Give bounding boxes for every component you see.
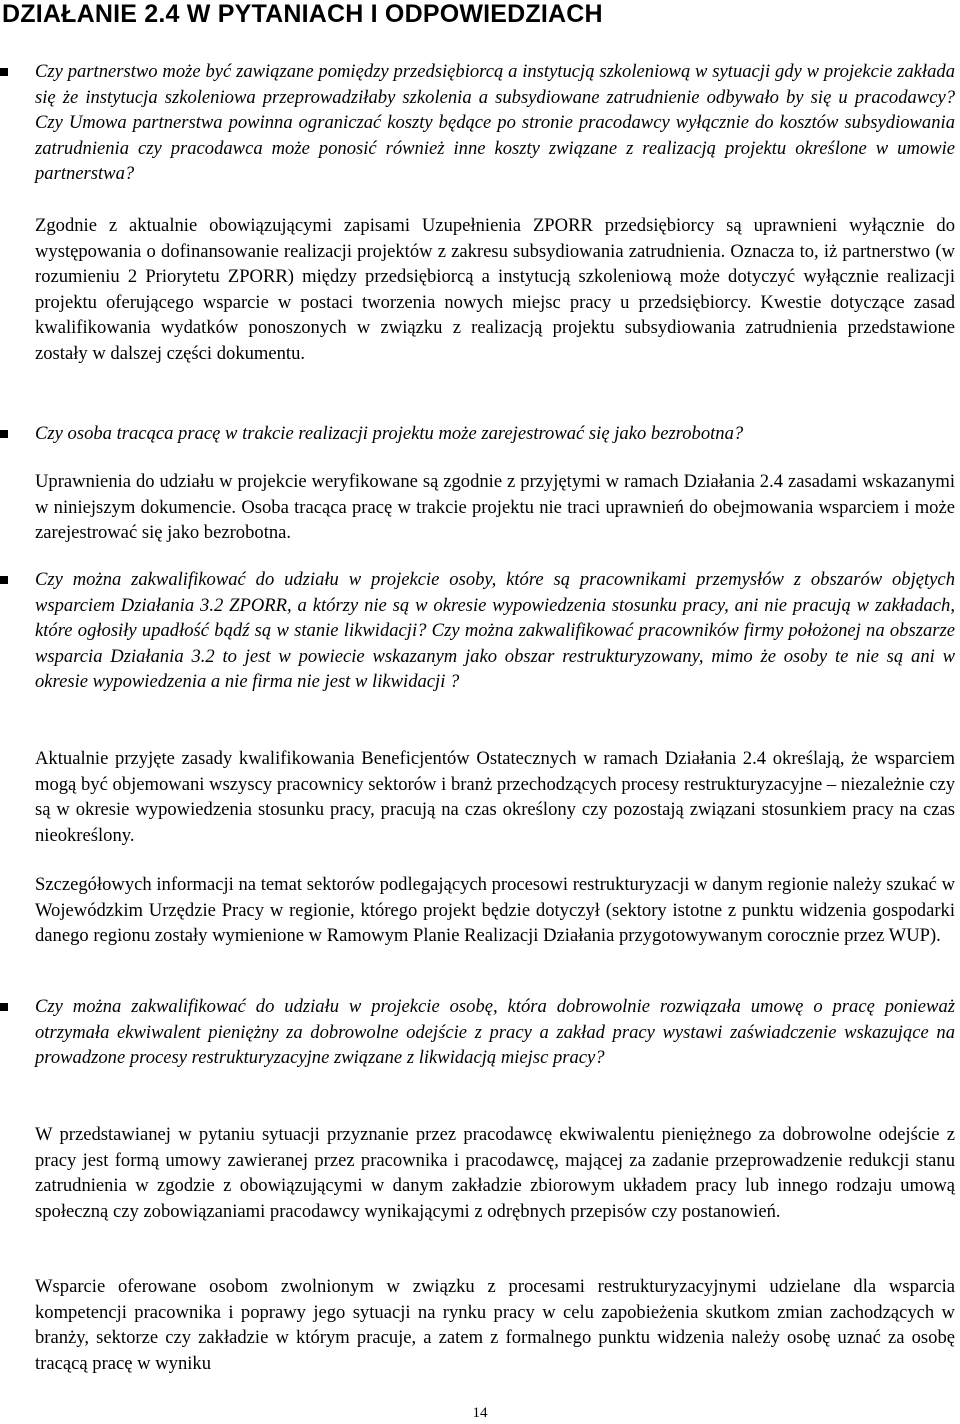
question-text: Czy partnerstwo może być zawiązane pomiędzy przedsiębiorcą a instytucją szkoleniową w sytuacji gdy w projekcie zakłada się że instytucja szkoleniowa przeprowadziłaby szkolenia a subsydiowane zatrudnienie odbywało by się u pracodawcy? — [35, 61, 955, 108]
bullet-icon — [0, 430, 8, 438]
question-text: Czy osoba tracąca pracę w trakcie realizacji projektu może zarejestrować się jako bezrobotna? — [35, 423, 744, 444]
question-paragraph — [35, 59, 955, 187]
bullet-icon — [0, 576, 8, 584]
bullet-icon — [0, 68, 8, 76]
question-text: Czy można zakwalifikować do udziału w projekcie osobę, która dobrowolnie rozwiązała umowę o pracę ponieważ otrzymała ekwiwalent pieniężny za dobrowolne odejście z pracy a zakład pracy wystawi zaświadczenie wskazujące na prowadzone procesy restrukturyzacyjne związane z likwidacją miejsc pracy? — [35, 996, 955, 1069]
answer-paragraph: Wsparcie oferowane osobom zwolnionym w związku z procesami restrukturyzacyjnymi udzielane dla wsparcia kompetencji pracownika i poprawy jego sytuacji na rynku pracy w celu zapobieżenia skutkom zmian zachodzących w branży, sektorze czy zakładzie w którym pracuje, a zatem z formalnego punktu widzenia należy osobę uznać za osobę tracącą pracę w wyniku — [35, 1276, 955, 1374]
section-heading: DZIAŁANIE 2.4 W PYTANIACH I ODPOWIEDZIACH — [2, 0, 603, 28]
question-text: Czy można zakwalifikować do udziału w projekcie osoby, które są pracownikami przemysłów z obszarów objętych wsparciem Działania 3.2 ZPORR, a którzy nie są w okresie wypowiedzenia stosunku pracy, ani nie pracują w zakładach, które ogłosiły upadłość bądź są w stanie likwidacji? Czy można zakwalifikować pracowników firmy położonej na obszarze wsparcia Działania 3.2 to jest w powiecie wskazanym jako obszar restrukturyzowany, mimo że osoby te nie są ani w okresie wypowiedzenia a nie firma nie jest w likwidacji ? — [35, 569, 955, 693]
answer-paragraph: Szczegółowych informacji na temat sektorów podlegających procesowi restrukturyzacji w danym regionie należy szukać w Wojewódzkim Urzędzie Pracy w regionie, którego projekt będzie dotyczył (sektory istotne z punktu widzenia gospodarki danego regionu zostały wymienione w Ramowym Planie Realizacji Działania przygotowywanym corocznie przez WUP). — [35, 874, 955, 947]
answer-paragraph: Aktualnie przyjęte zasady kwalifikowania Beneficjentów Ostatecznych w ramach Działania 2.4 określają, że wsparciem mogą być objemowani wszyscy pracownicy sektorów i branż przechodzących procesy restrukturyzacyjne – niezależnie czy są w okresie wypowiedzenia stosunku pracy, pracują na czas określony czy pozostają związani stosunkiem pracy na czas nieokreślony. — [35, 748, 955, 846]
answer-paragraph: Zgodnie z aktualnie obowiązującymi zapisami Uzupełnienia ZPORR przedsiębiorcy są uprawnieni wyłącznie do występowania o dofinansowanie realizacji projektów z zakresu subsydiowania zatrudnienia. Oznacza to, iż partnerstwo (w rozumieniu 2 Priorytetu ZPORR) między przedsiębiorcą a instytucją szkoleniową może dotyczyć wyłącznie realizacji projektu oferującego wsparcie w postaci tworzenia nowych miejsc pracy u przedsiębiorcy. Kwestie dotyczące zasad kwalifikowania wydatków ponoszonych w związku z realizacją projektu subsydiowania zatrudnienia przedstawione zostały w dalszej części dokumentu. — [35, 215, 955, 364]
page-number: 14 — [472, 1405, 488, 1421]
answer-paragraph: W przedstawianej w pytaniu sytuacji przyznanie przez pracodawcę ekwiwalentu pieniężnego za dobrowolne odejście z pracy jest formą umowy zawieranej przez pracownika i pracodawcę, mającej za zadanie przeprowadzenie redukcji stanu zatrudnienia w zgodzie z obowiązującymi w danym zakładzie zbiorowym układem pracy lub innego rodzaju umową społeczną czy zobowiązaniami pracodawcy wynikającymi z odrębnych przepisów czy postanowień. — [35, 1124, 955, 1222]
bullet-icon — [0, 1003, 8, 1011]
answer-paragraph: Uprawnienia do udziału w projekcie weryfikowane są zgodnie z przyjętymi w ramach Działania 2.4 zasadami wskazanymi w niniejszym dokumencie. Osoba tracąca pracę w trakcie projektu nie traci uprawnień do obejmowania wsparciem i może zarejestrować się jako bezrobotna. — [35, 471, 955, 544]
question-text: Czy Umowa partnerstwa powinna ograniczać koszty będące po stronie pracodawcy wyłącznie do kosztów subsydiowania zatrudnienia czy pracodawca może ponosić również inne koszty związane z realizacją projektu określone w umowie partnerstwa? — [35, 112, 955, 185]
